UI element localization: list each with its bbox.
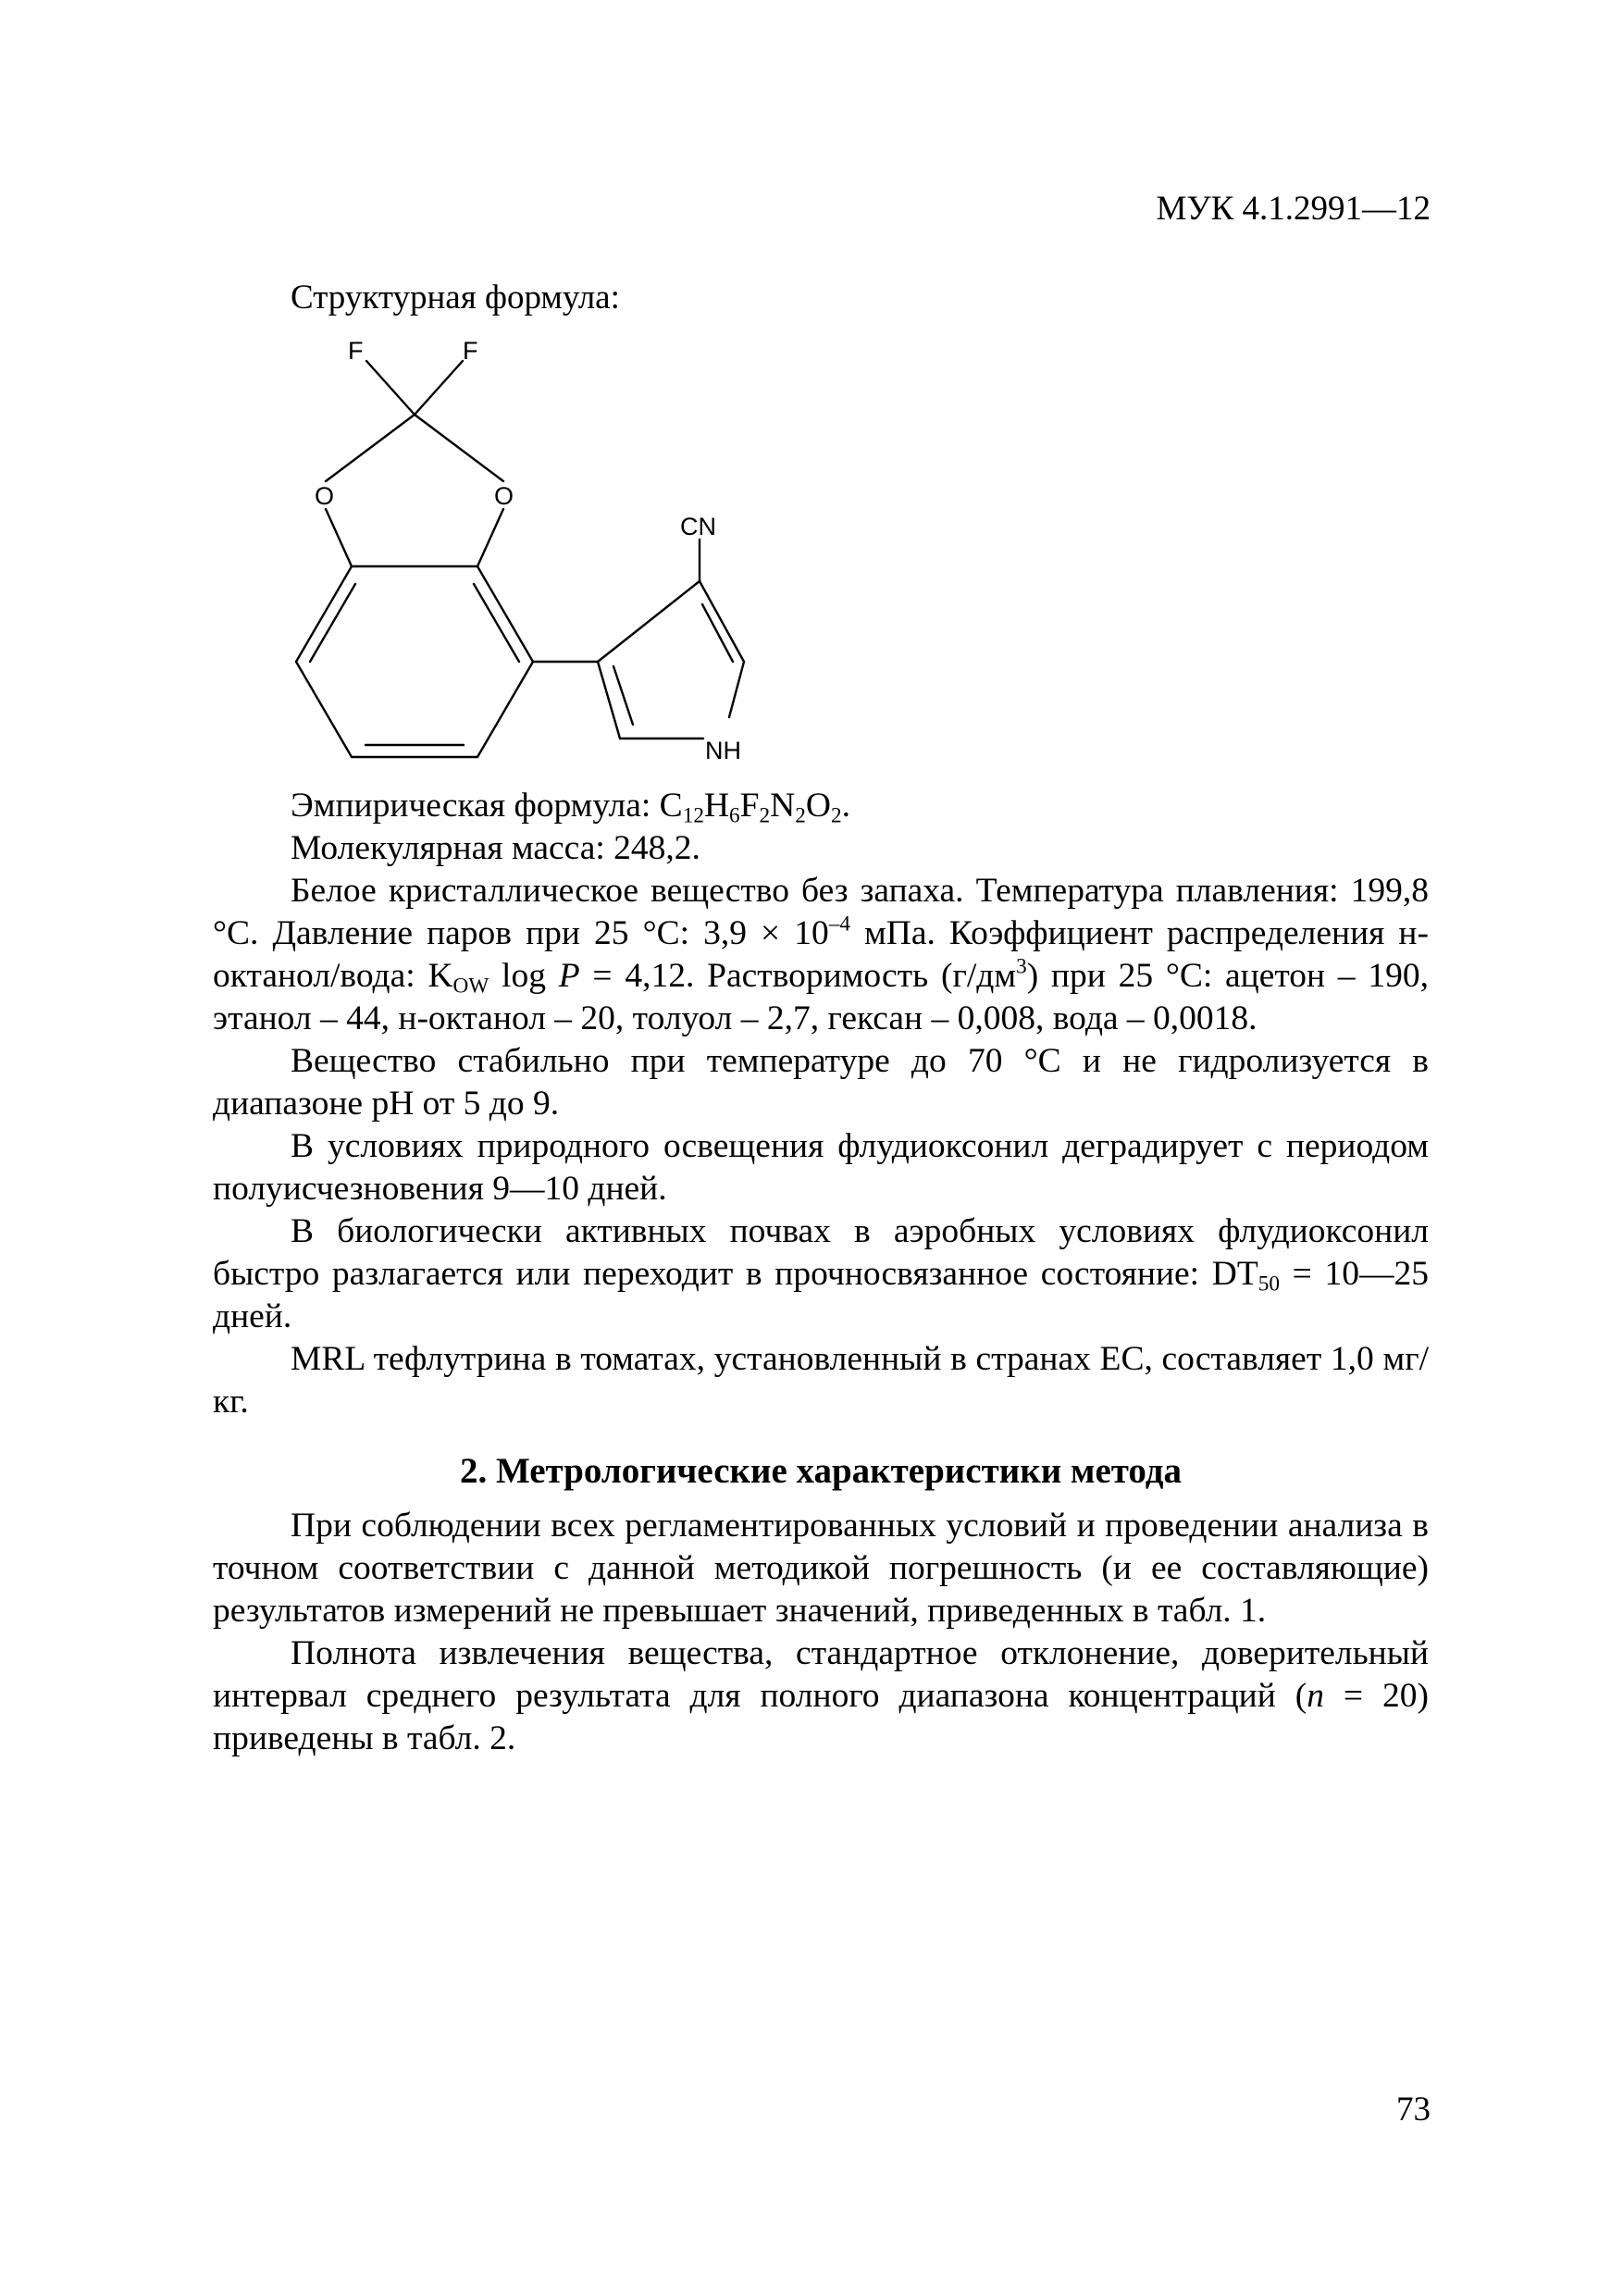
atom-f2: F xyxy=(463,337,478,365)
pyrrole-bond-right xyxy=(700,581,744,662)
ring-bond-lower-right xyxy=(477,662,533,757)
molecular-mass: Молекулярная масса: 248,2. xyxy=(291,829,700,867)
page-number: 73 xyxy=(1396,2091,1431,2128)
atom-f1: F xyxy=(348,337,364,365)
section-2-paragraph-1: При соблюдении всех регламентированных условий и проведении анализа в точном соответствии с данной методикой погрешность (и ее составляющие) результатов измерений не превышает значений, приведенных в табл. 1. xyxy=(213,1507,1429,1630)
section-2-paragraph-2: Полнота извлечения вещества, стандартное отклонение, доверительный интервал среднего результата для полного диапазона концентраций (n = 20) приведены в табл. 2. xyxy=(213,1634,1429,1757)
atom-o2: O xyxy=(494,482,514,510)
mrl-paragraph: MRL тефлутрина в томатах, установленный в странах ЕС, составляет 1,0 мг/кг. xyxy=(213,1340,1429,1421)
ring-bond-upper-right xyxy=(477,566,533,662)
section-2-heading: 2. Метрологические характеристики метода xyxy=(459,1451,1183,1491)
bond-o2-ring xyxy=(477,509,503,566)
document-code-header: МУК 4.1.2991—12 xyxy=(1156,190,1431,228)
bond-c-f2 xyxy=(415,361,463,415)
ring-double-inner-right xyxy=(474,584,519,662)
physical-properties-paragraph: Белое кристаллическое вещество без запаха. Температура плавления: 199,8 °C. Давление паров при 25 °C: $3,9 \times 10^{-4}$ мПа. Коэффициент распределения н-октанол/вода: $K_{OW}$ log P = 4,12. Растворимость $(г/дм^3)$ при 25 °C: ацетон – 190, этанол – 44, н-октанол – 20, толуол – 2,7, гексан – 0,008, вода – 0,0018. xyxy=(213,872,1430,1037)
bond-c-o1 xyxy=(326,415,415,481)
bond-c-f1 xyxy=(366,361,415,415)
stability-paragraph: Вещество стабильно при температуре до 70 °C и не гидролизуется в диапазоне pH от 5 до 9. xyxy=(213,1042,1429,1123)
ring-bond-lower-left xyxy=(296,662,352,757)
pyrrole-bond-upper xyxy=(598,581,700,662)
atom-cn: CN xyxy=(680,513,716,540)
ring-bond-upper-left xyxy=(296,566,352,662)
atom-nh: NH xyxy=(705,737,741,764)
atom-o1: O xyxy=(315,482,335,510)
document-body xyxy=(213,785,1429,1760)
photodegradation-paragraph: В условиях природного освещения флудиоксонил деградирует с периодом полуисчезновения 9—10 дней. xyxy=(213,1127,1429,1208)
ring-double-inner-left xyxy=(310,584,355,662)
empirical-formula: Эмпирическая формула: $C_{12}H_6F_2N_2O_2$. xyxy=(291,787,850,828)
soil-degradation-paragraph: В биологически активных почвах в аэробных условиях флудиоксонил быстро разлагается или переходит в прочносвязанное состояние: $DT_{50}$ = 10—25 дней. xyxy=(213,1212,1429,1335)
structural-formula-diagram xyxy=(259,329,833,791)
pyrrole-bond-nh xyxy=(729,662,744,717)
bond-c-o2 xyxy=(415,415,503,481)
bond-o1-ring xyxy=(326,509,352,566)
pyrrole-double-inner-left xyxy=(613,666,633,725)
structural-formula-label: Структурная формула: xyxy=(291,279,620,316)
